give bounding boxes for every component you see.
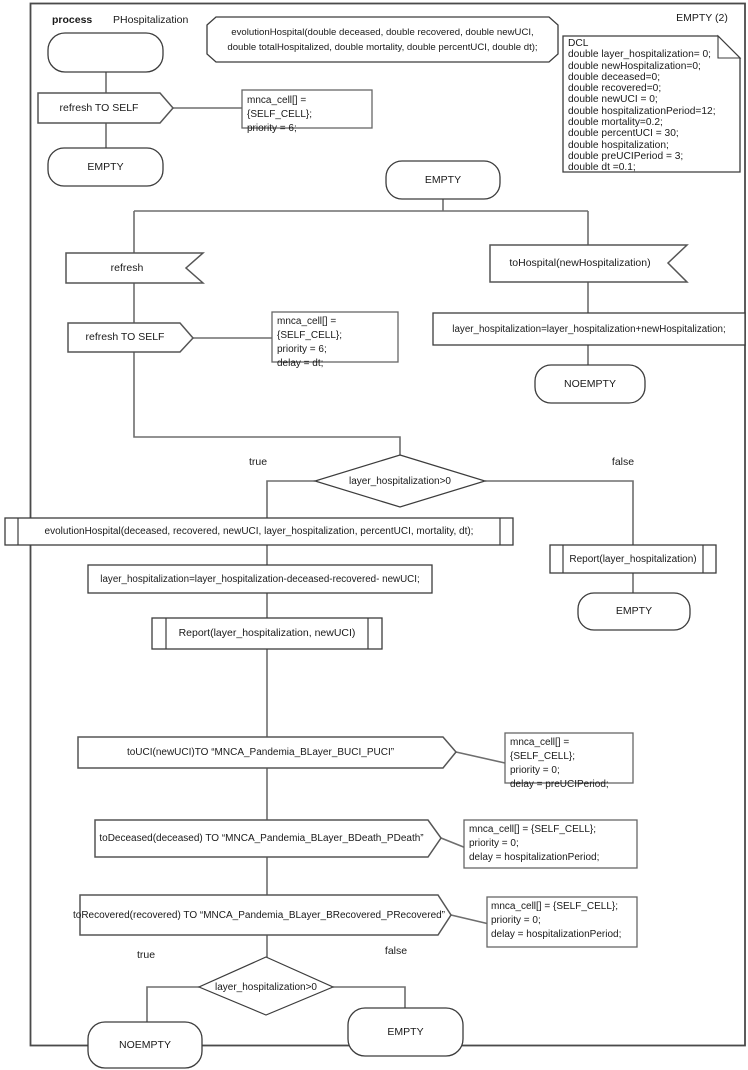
comment-box-preuci [505, 733, 633, 790]
decision-top-question: layer_hospitalization>0 [348, 475, 451, 487]
procedure-signature-text: evolutionHospital(double deceased, double recovered, double newUCI, double totalHospitalized, double mortality, double percentUCI, double dt); [227, 26, 538, 53]
state-noempty-bottom-label: NOEMPTY [119, 1038, 171, 1051]
receive-signal-refresh-shape [66, 253, 203, 283]
comment-priority6-text: mnca_cell[] = {SELF_CELL}; priority = 6; [247, 95, 313, 134]
state-empty-middle-label: EMPTY [424, 173, 462, 186]
comment-priority6-dt-text: mnca_cell[] = {SELF_CELL}; priority = 6; delay = dt; [277, 316, 343, 369]
decision-top-true-label: true [248, 455, 268, 468]
task-assign-sub-shape [88, 565, 432, 593]
procedure-evolution-text: evolutionHospital(deceased, recovered, newUCI, layer_hospitalization, percentUCI, mortality, dt); [44, 526, 474, 537]
declaration-box-text: DCL double layer_hospitalization= 0; double newHospitalization=0; double deceased=0; double recovered=0; double newUCI = 0; double hospitalizationPeriod=12; double mortality=0.2; double percentUCI = 30; double hospitalization; double preUCIPeriod = 3; double dt =0.1; [568, 38, 716, 174]
comment-box-hosp-a [464, 820, 637, 868]
comment-preuci-text: mnca_cell[] = {SELF_CELL}; priority = 0; delay = preUCIPeriod; [510, 737, 609, 790]
task-assign-add-text: layer_hospitalization=layer_hospitalization+newHospitalization; [452, 323, 726, 335]
comment-box-priority6-dt [272, 312, 398, 369]
procedure-report-one-text: Report(layer_hospitalization) [569, 553, 697, 565]
state-empty-false-label: EMPTY [615, 605, 653, 617]
decision-bottom-false-label: false [384, 944, 408, 957]
receive-tohospital-label: toHospital(newHospitalization) [509, 257, 651, 269]
receive-signal-tohospital-shape [490, 245, 687, 282]
decision-top-false-label: false [611, 455, 635, 468]
state-noempty-right-label: NOEMPTY [564, 377, 616, 390]
task-assign-add-shape [433, 313, 745, 345]
procedure-report-two-text: Report(layer_hospitalization, newUCI) [178, 627, 356, 639]
start-state-shape [48, 33, 163, 72]
comment-box-priority6 [242, 90, 372, 134]
send-signal-torecovered-shape [72, 895, 451, 935]
procedure-signature-shape [207, 17, 558, 62]
declaration-box-fold-corner [718, 36, 740, 58]
task-assign-sub-text: layer_hospitalization=layer_hospitalization-deceased-recovered- newUCI; [100, 573, 420, 585]
comment-box-hosp-b [487, 897, 637, 947]
state-noempty-bottom-shape [88, 1022, 202, 1068]
procedure-report-two-shape [152, 618, 382, 649]
process-keyword-label: process [52, 13, 93, 26]
top-right-state-label: EMPTY (2) [676, 11, 728, 24]
send-signal-refresh-mid-shape [68, 323, 193, 352]
process-name-label: PHospitalization [113, 13, 189, 26]
send-refresh-top-label: refresh TO SELF [59, 101, 139, 114]
declaration-box-shape [563, 36, 740, 172]
send-touci-label: toUCI(newUCI)TO “MNCA_Pandemia_BLayer_BUCI_PUCI” [126, 747, 395, 758]
state-empty-left-label: EMPTY [87, 160, 124, 173]
send-refresh-mid-label: refresh TO SELF [85, 331, 165, 343]
comment-hosp-a-text: mnca_cell[] = {SELF_CELL}; priority = 0; delay = hospitalizationPeriod; [469, 824, 600, 863]
state-empty-middle-shape [386, 161, 500, 199]
decision-bottom-question: layer_hospitalization>0 [214, 981, 317, 993]
procedure-report-one-shape [550, 545, 716, 573]
send-signal-touci-shape [78, 737, 456, 768]
receive-refresh-label: refresh [110, 261, 144, 274]
state-empty-bottom-shape [348, 1008, 463, 1056]
procedure-evolution-shape [5, 518, 513, 545]
send-torecovered-label: toRecovered(recovered) TO “MNCA_Pandemia_BLayer_BRecovered_PRecovered” [72, 909, 446, 921]
state-empty-bottom-label: EMPTY [387, 1025, 424, 1038]
state-empty-false-shape [578, 593, 690, 630]
comment-hosp-b-text: mnca_cell[] = {SELF_CELL}; priority = 0; delay = hospitalizationPeriod; [491, 901, 622, 940]
state-empty-left-shape [48, 148, 163, 186]
decision-top-shape [315, 455, 485, 507]
state-noempty-right-shape [535, 365, 645, 403]
send-todeceased-label: toDeceased(deceased) TO “MNCA_Pandemia_BLayer_BDeath_PDeath” [99, 833, 424, 844]
send-signal-refresh-top-shape [38, 93, 173, 123]
send-signal-todeceased-shape [95, 820, 441, 857]
decision-bottom-true-label: true [136, 948, 156, 961]
decision-bottom-shape [199, 957, 333, 1015]
